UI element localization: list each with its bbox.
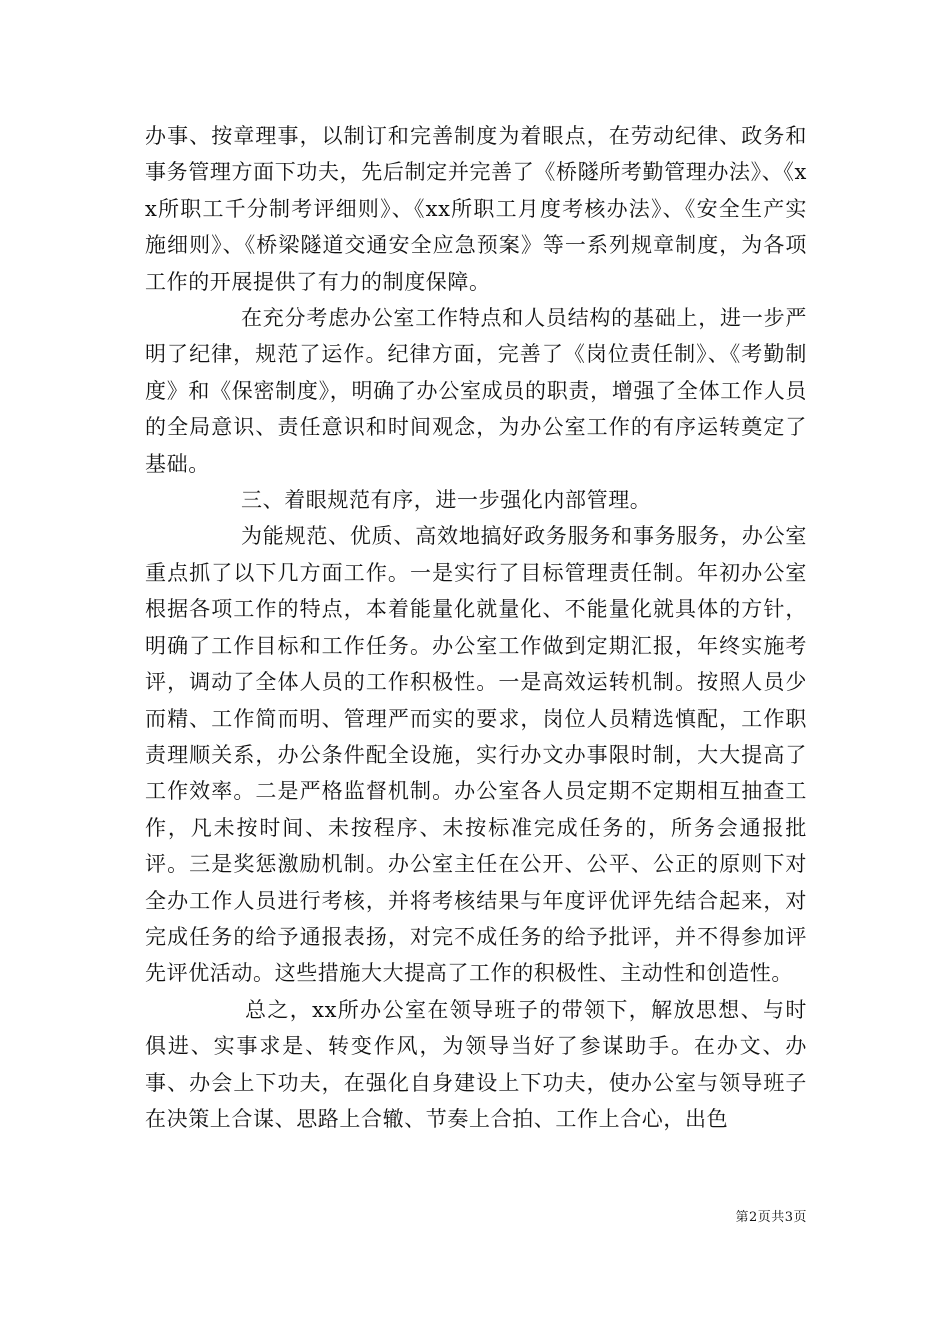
section-heading-internal-management: 三、着眼规范有序，进一步强化内部管理。: [241, 488, 652, 513]
document-body: [145, 118, 807, 1137]
paragraph-regulations: 办事、按章理事，以制订和完善制度为着眼点，在劳动纪律、政务和事务管理方面下功夫，先后制定并完善了《桥隧所考勤管理办法》、《xx所职工千分制考评细则》、《xx所职工月度考核办法》、《安全生产实施细则》、《桥梁隧道交通安全应急预案》等一系列规章制度，为各项工作的开展提供了有力的制度保障。: [145, 124, 807, 294]
paragraph-management-mechanisms: 为能规范、优质、高效地搞好政务服务和事务服务，办公室重点抓了以下几方面工作。一是实行了目标管理责任制。年初办公室根据各项工作的特点，本着能量化就量化、不能量化就具体的方针，明确了工作目标和工作任务。办公室工作做到定期汇报，年终实施考评，调动了全体人员的工作积极性。一是高效运转机制。按照人员少而精、工作简而明、管理严而实的要求，岗位人员精选慎配，工作职责理顺关系，办公条件配全设施，实行办文办事限时制，大大提高了工作效率。二是严格监督机制。办公室各人员定期不定期相互抽查工作，凡未按时间、未按程序、未按标准完成任务的，所务会通报批评。三是奖惩激励机制。办公室主任在公开、公平、公正的原则下对全办工作人员进行考核，并将考核结果与年度评优评先结合起来，对完成任务的给予通报表扬，对完不成任务的给予批评，并不得参加评先评优活动。这些措施大大提高了工作的积极性、主动性和创造性。: [145, 524, 807, 986]
paragraph-discipline: 在充分考虑办公室工作特点和人员结构的基础上，进一步严明了纪律，规范了运作。纪律方面，完善了《岗位责任制》、《考勤制度》和《保密制度》，明确了办公室成员的职责，增强了全体工作人员的全局意识、责任意识和时间观念，为办公室工作的有序运转奠定了基础。: [145, 306, 807, 476]
paragraph-summary: 总之，xx所办公室在领导班子的带领下，解放思想、与时俱进、实事求是、转变作风，为领导当好了参谋助手。在办文、办事、办会上下功夫，在强化自身建设上下功夫，使办公室与领导班子在决策上合谋、思路上合辙、节奏上合拍、工作上合心，出色: [145, 997, 807, 1131]
page-number-footer: 第2页共3页: [735, 1210, 807, 1225]
